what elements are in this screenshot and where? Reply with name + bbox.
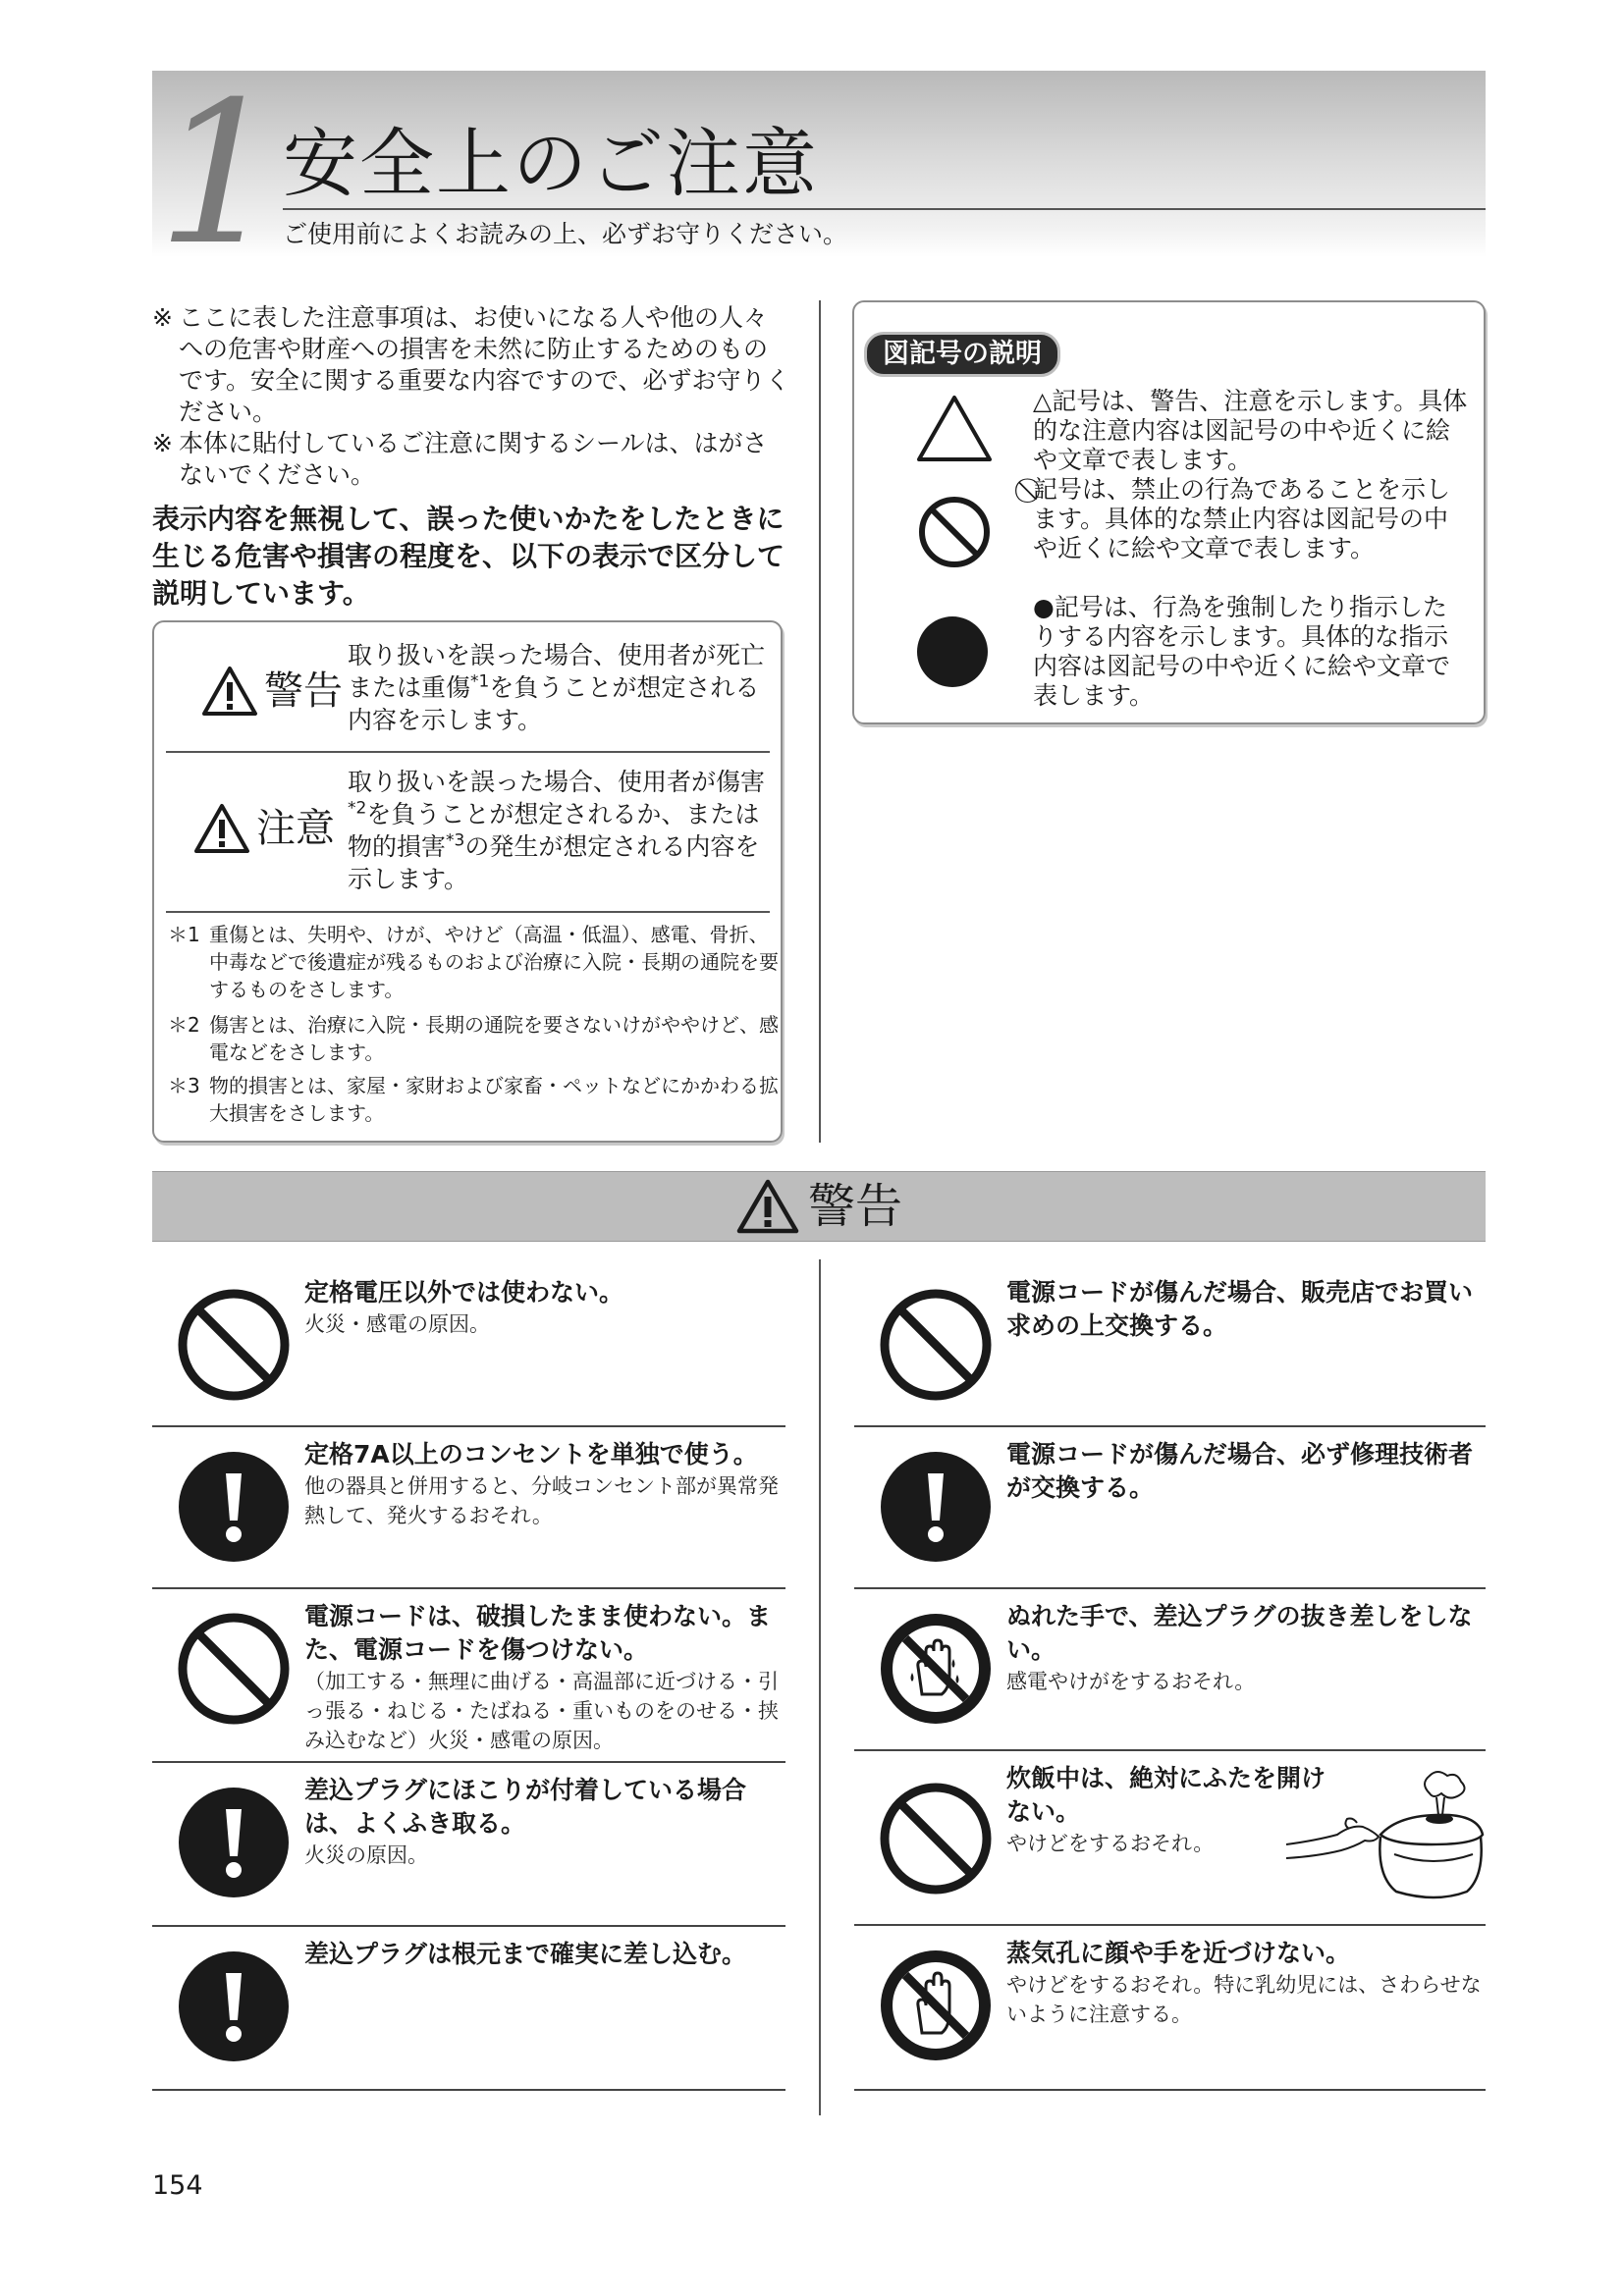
hand-prohibition-icon: [879, 1949, 993, 2062]
footnote-1: [168, 921, 779, 1003]
warning-level-desc: [348, 639, 772, 736]
note-text: ここに表した注意事項は、お使いになる人や他の人々への危害や財産への損害を未然に防止するためのものです。安全に関する重要な内容ですので、必ずお守りください。: [179, 303, 790, 426]
warning-item: [854, 1752, 1488, 1919]
footnote-2: [168, 1011, 779, 1066]
caution-desc-part: を負うことが想定されるか、または物的損害: [348, 800, 760, 861]
mandatory-filled-circle-icon: [915, 614, 990, 689]
page-title: 安全上のご注意: [283, 120, 819, 207]
warning-section-banner: [152, 1171, 1486, 1242]
caution-level-desc: [348, 766, 772, 895]
item-title: 蒸気孔に顔や手を近づけない。: [1006, 1939, 1351, 1967]
prohibition-icon: [177, 1288, 291, 1402]
footnote-mark: ＊1: [168, 923, 200, 946]
page-subtitle: ご使用前によくお読みの上、必ずお守りください。: [283, 220, 848, 248]
warning-triangle-icon: [915, 393, 994, 463]
prohibition-icon: [177, 1612, 291, 1726]
mandatory-icon: [177, 1786, 291, 1899]
warning-label-text: 警告: [264, 668, 343, 714]
warning-item: [854, 1266, 1488, 1423]
item-body: 他の器具と併用すると、分岐コンセント部が異常発熱して、発火するおそれ。: [304, 1474, 779, 1527]
item-title: 電源コードは、破損したまま使わない。また、電源コードを傷つけない。: [304, 1602, 772, 1664]
item-body: （加工する・無理に曲げる・高温部に近づける・引っ張る・ねじる・たばねる・重いものをのせる・挟み込むなど）火災・感電の原因。: [304, 1670, 779, 1752]
warning-item: [854, 1428, 1488, 1585]
item-divider: [854, 1749, 1486, 1751]
rice-cooker-illustration: [1284, 1758, 1486, 1905]
item-divider: [854, 1587, 1486, 1589]
title-rule: [283, 208, 1486, 210]
warning-banner-label: 警告: [807, 1179, 902, 1234]
item-divider: [854, 2089, 1486, 2091]
symbol-legend-tag: 図記号の説明: [864, 332, 1060, 377]
column-divider: [819, 300, 821, 1143]
mandatory-icon: [177, 1949, 291, 2063]
item-title: 差込プラグにほこりが付着している場合は、よくふき取る。: [304, 1776, 747, 1838]
warning-triangle-icon: [735, 1178, 800, 1235]
wet-hand-prohibition-icon: [879, 1612, 993, 1726]
warning-desc-part: 取り扱いを誤った場合、使用者が死亡または重傷: [348, 641, 766, 702]
note-mark: ※: [152, 429, 173, 457]
prohibition-icon: [879, 1288, 993, 1402]
footnote-ref: *2: [348, 798, 367, 819]
item-title: 炊飯中は、絶対にふたを開けない。: [1006, 1764, 1326, 1826]
item-title: 定格電圧以外では使わない。: [304, 1278, 624, 1307]
item-body: やけどをするおそれ。特に乳幼児には、さわらせないように注意する。: [1006, 1973, 1482, 2026]
column-divider: [819, 1259, 821, 2115]
footnote-ref: *3: [446, 830, 465, 851]
item-divider: [152, 2089, 785, 2091]
item-title: ぬれた手で、差込プラグの抜き差しをしない。: [1006, 1602, 1473, 1664]
warning-item: [152, 1928, 785, 2085]
item-title: 電源コードが傷んだ場合、販売店でお買い求めの上交換する。: [1006, 1278, 1474, 1340]
symbol-legend-box: [852, 300, 1486, 724]
warning-banner-content: [152, 1172, 1486, 1241]
item-divider: [854, 1924, 1486, 1926]
intro-bold-text: 表示内容を無視して、誤った使いかたをしたときに生じる危害や損害の程度を、以下の表示で区分して説明しています。: [152, 503, 785, 610]
warning-item: [152, 1428, 785, 1585]
warning-item: [152, 1764, 785, 1921]
caution-desc-part: の発生が想定される内容を示します。: [348, 832, 760, 893]
caution-level-label: [193, 803, 335, 854]
prohibition-icon: [917, 495, 992, 569]
footnote-text: 傷害とは、治療に入院・長期の通院を要さないけがややけど、感電などをさします。: [209, 1013, 779, 1064]
footnote-mark: ＊2: [168, 1013, 200, 1037]
item-title: 定格7A以上のコンセントを単独で使う。: [304, 1440, 758, 1468]
intro-note-2: [152, 428, 790, 491]
item-title: 差込プラグは根元まで確実に差し込む。: [304, 1940, 747, 1968]
warning-level-label: [201, 666, 343, 717]
item-body: 火災・感電の原因。: [304, 1312, 490, 1336]
item-body: 感電やけがをするおそれ。: [1006, 1670, 1256, 1693]
intro-note-1: [152, 302, 790, 428]
levels-divider: [166, 911, 770, 913]
warning-item: [152, 1266, 785, 1423]
footnote-text: 重傷とは、失明や、けが、やけど（高温・低温）、感電、骨折、中毒などで後遺症が残るものおよび治療に入院・長期の通院を要するものをさします。: [209, 923, 779, 1001]
warning-item: [152, 1590, 785, 1757]
item-divider: [854, 1425, 1486, 1427]
warning-triangle-icon: [201, 666, 258, 717]
footnote-mark: ＊3: [168, 1074, 200, 1097]
footnote-ref: *1: [470, 671, 490, 692]
hazard-levels-box: [152, 620, 783, 1143]
item-divider: [152, 1761, 785, 1763]
warning-item: [854, 1927, 1488, 2084]
item-divider: [152, 1925, 785, 1927]
item-body: 火災の原因。: [304, 1843, 428, 1867]
prohibition-symbol-desc: ⃠記号は、禁止の行為であることを示します。具体的な禁止内容は図記号の中や近くに絵や文章で表します。: [1033, 475, 1451, 562]
mandatory-icon: [177, 1450, 291, 1564]
mandatory-symbol-desc: ●記号は、行為を強制したり指示したりする内容を示します。具体的な指示内容は図記号の中や近くに絵や文章で表します。: [1033, 593, 1451, 710]
triangle-symbol-desc: △記号は、警告、注意を示します。具体的な注意内容は図記号の中や近くに絵や文章で表します。: [1033, 387, 1468, 474]
warning-desc-part: を負うことが想定される内容を示します。: [348, 673, 760, 734]
warning-item: [854, 1590, 1488, 1747]
chapter-number: 1: [157, 60, 283, 289]
note-text: 本体に貼付しているご注意に関するシールは、はがさないでください。: [179, 429, 768, 489]
footnote-text: 物的損害とは、家屋・家財および家畜・ペットなどにかかわる拡大損害をさします。: [209, 1074, 779, 1125]
mandatory-icon: [879, 1450, 993, 1564]
item-divider: [152, 1425, 785, 1427]
item-body: やけどをするおそれ。: [1006, 1832, 1215, 1855]
levels-divider: [166, 751, 770, 753]
caution-triangle-icon: [193, 803, 250, 854]
item-divider: [152, 1587, 785, 1589]
prohibition-icon: [879, 1782, 993, 1896]
footnote-3: [168, 1072, 779, 1127]
caution-desc-part: 取り扱いを誤った場合、使用者が傷害: [348, 768, 766, 796]
caution-label-text: 注意: [256, 806, 335, 851]
note-mark: ※: [152, 303, 173, 332]
item-title: 電源コードが傷んだ場合、必ず修理技術者が交換する。: [1006, 1440, 1474, 1502]
page-number: 154: [152, 2170, 203, 2201]
